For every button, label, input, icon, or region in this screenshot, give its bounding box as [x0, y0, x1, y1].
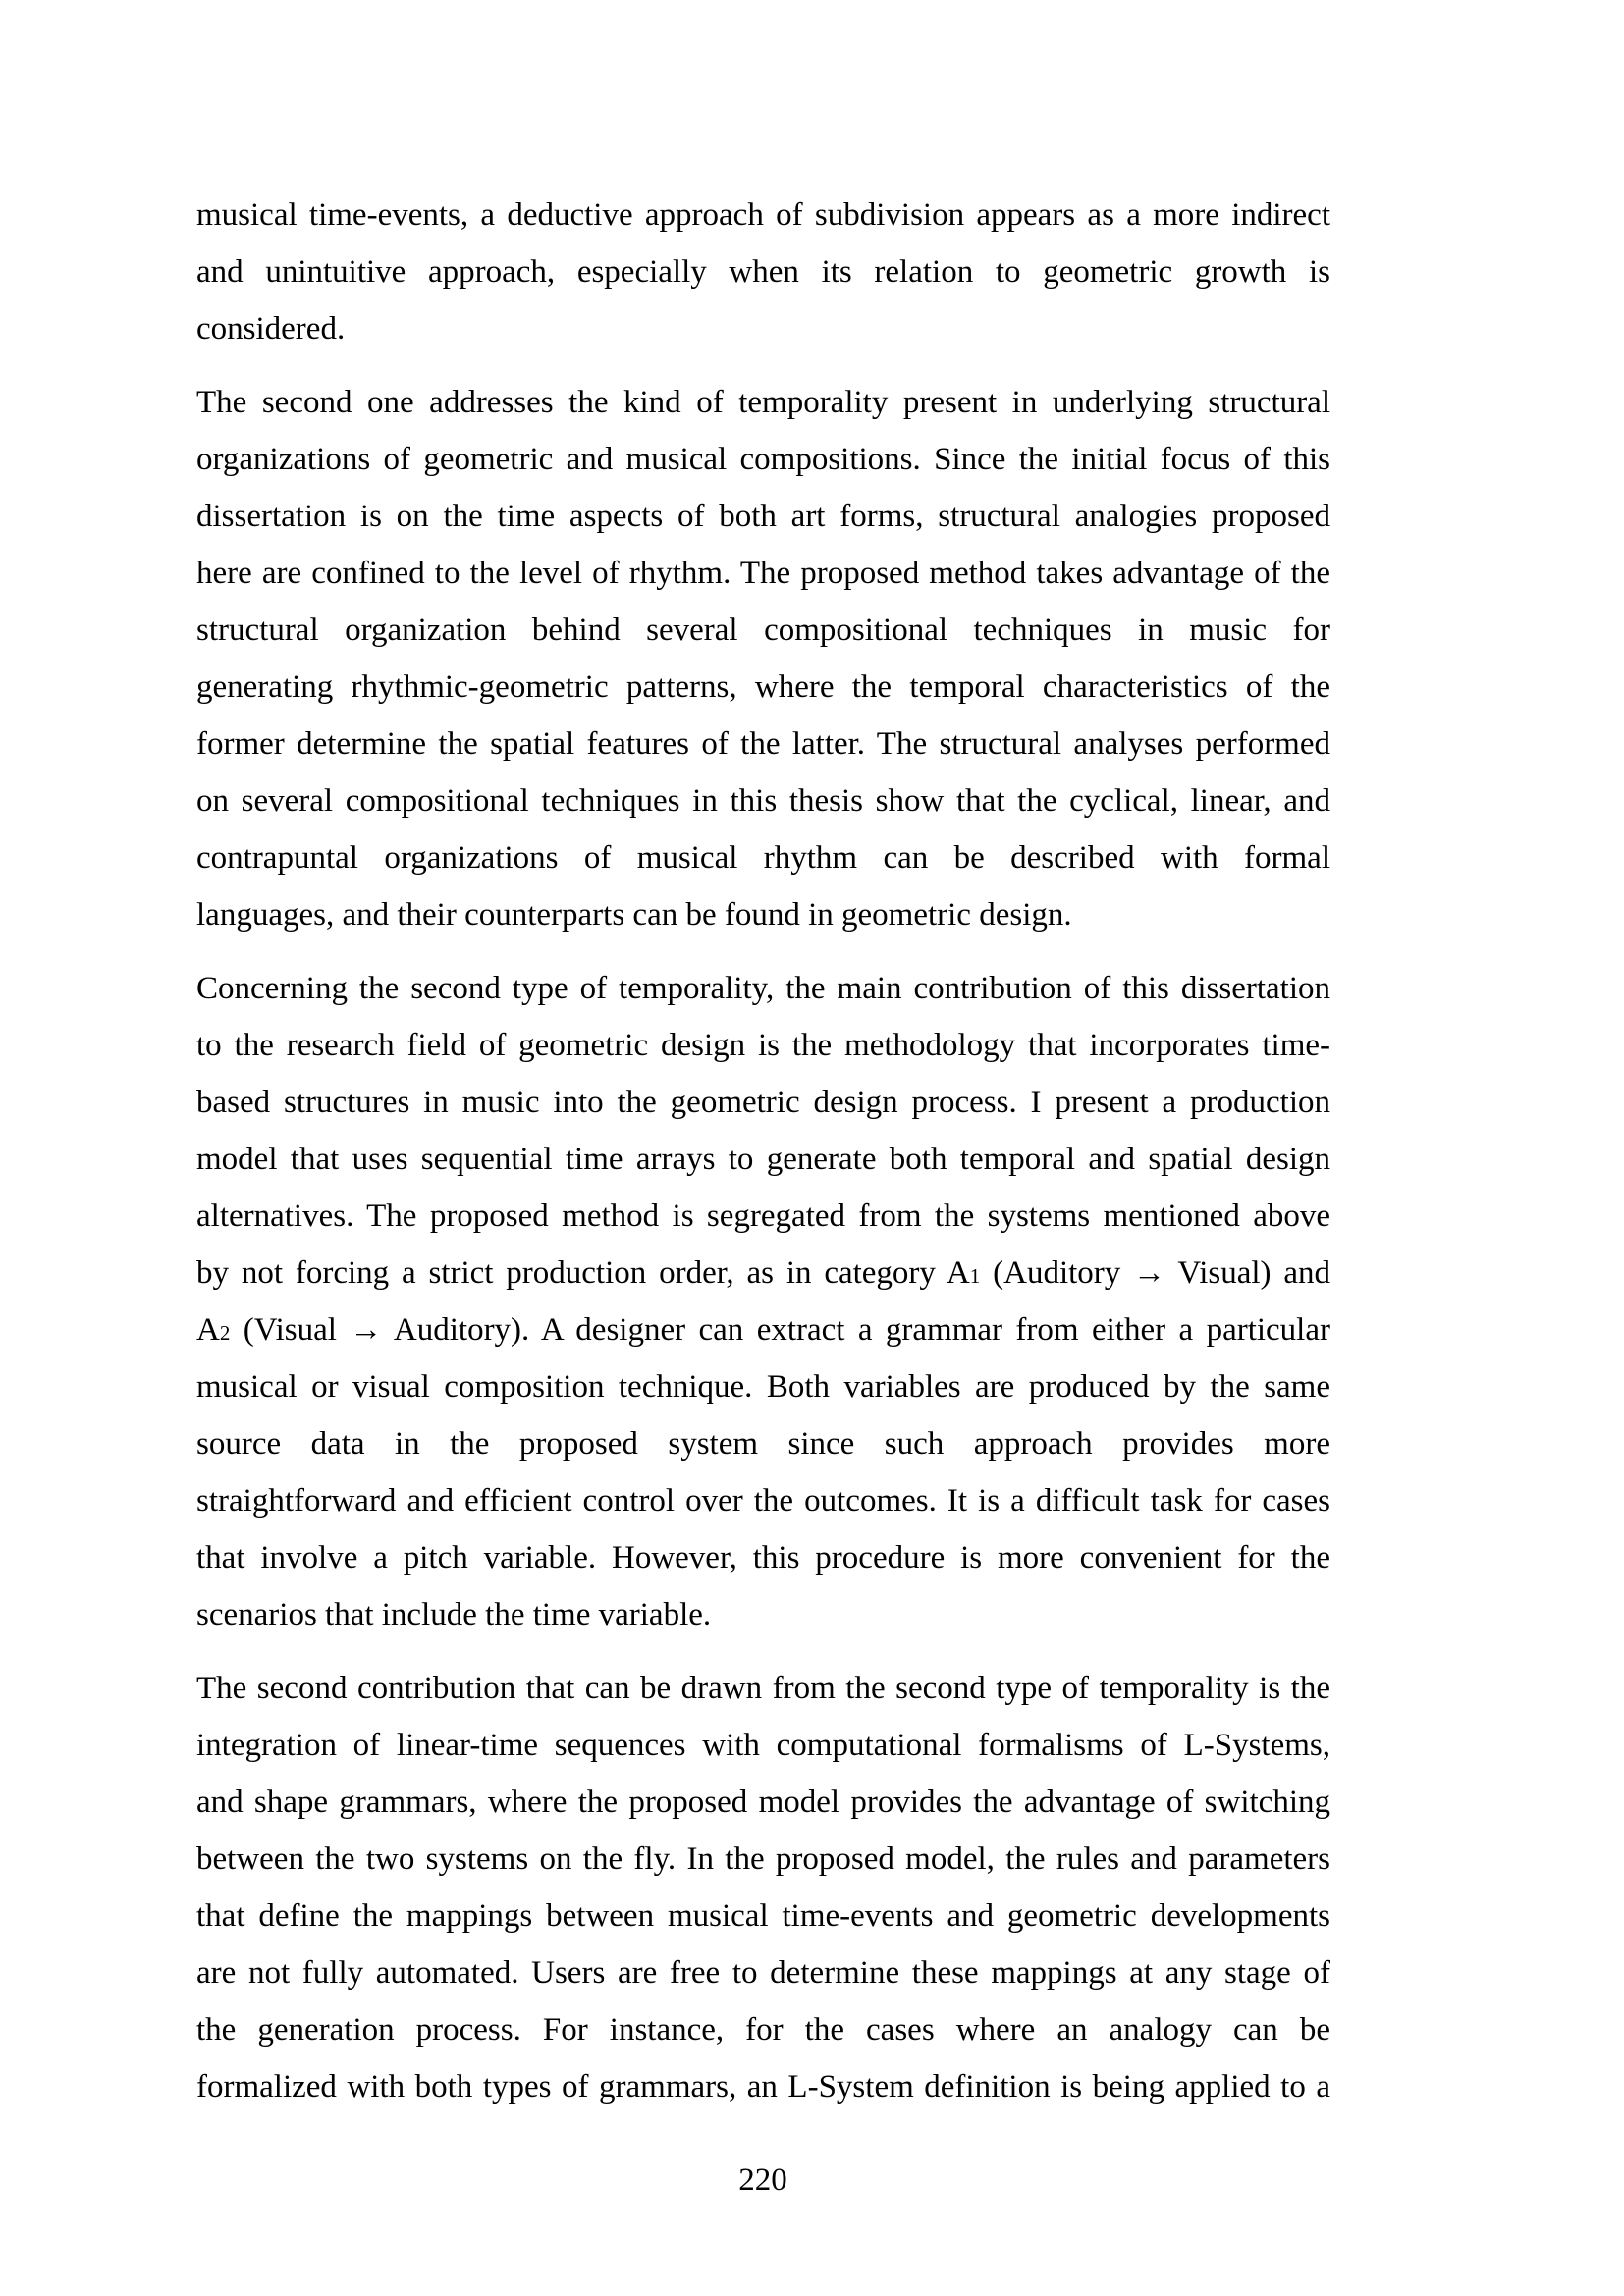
- text-line: alternatives. The proposed method is segregated from the systems mentioned above: [196, 1199, 1330, 1234]
- text-line: Concerning the second type of temporality, the main contribution of this dissertation: [196, 971, 1330, 1006]
- text-line: based structures in music into the geometric design process. I present a production: [196, 1085, 1330, 1120]
- text-line: structural organization behind several compositional techniques in music for: [196, 613, 1330, 648]
- text-line: between the two systems on the fly. In the proposed model, the rules and parameters: [196, 1842, 1330, 1877]
- text-line: languages, and their counterparts can be found in geometric design.: [196, 897, 1072, 933]
- text-segment: by not forcing a strict production order, as in category A: [196, 1255, 970, 1291]
- paragraph-2: [196, 374, 1330, 943]
- text-line: former determine the spatial features of the latter. The structural analyses performed: [196, 726, 1330, 762]
- text-line: musical or visual composition technique. Both variables are produced by the same: [196, 1369, 1330, 1405]
- text-line: contrapuntal organizations of musical rhythm can be described with formal: [196, 840, 1330, 876]
- text-line: that involve a pitch variable. However, this procedure is more convenient for the: [196, 1540, 1330, 1575]
- text-line: straightforward and efficient control over the outcomes. It is a difficult task for cases: [196, 1483, 1330, 1519]
- text-line: on several compositional techniques in this thesis show that the cyclical, linear, and: [196, 783, 1330, 819]
- text-line: that define the mappings between musical time-events and geometric developments: [196, 1898, 1330, 1934]
- text-line: formalized with both types of grammars, an L-System definition is being applied to a: [196, 2069, 1330, 2105]
- page-number: 220: [738, 2163, 787, 2198]
- text-line: here are confined to the level of rhythm. The proposed method takes advantage of the: [196, 556, 1330, 591]
- text-line: musical time-events, a deductive approach of subdivision appears as a more indirect: [196, 197, 1330, 233]
- text-line: source data in the proposed system since such approach provides more: [196, 1426, 1330, 1462]
- paragraph-3: [196, 960, 1330, 1643]
- paragraph-1: [196, 187, 1330, 357]
- text-line: The second contribution that can be drawn from the second type of temporality is the: [196, 1671, 1330, 1706]
- subscript-number: 2: [219, 1321, 231, 1345]
- text-line: and shape grammars, where the proposed model provides the advantage of switching: [196, 1785, 1330, 1820]
- text-line: integration of linear-time sequences with computational formalisms of L-Systems,: [196, 1728, 1330, 1763]
- text-segment: (Auditory → Visual) and: [980, 1255, 1330, 1291]
- paragraph-4: [196, 1660, 1330, 2115]
- text-line: to the research field of geometric design is the methodology that incorporates time-: [196, 1028, 1330, 1063]
- text-line: organizations of geometric and musical compositions. Since the initial focus of this: [196, 442, 1330, 477]
- text-segment: (Visual → Auditory). A designer can extract a grammar from either a particular: [230, 1312, 1330, 1348]
- document-body: [196, 187, 1330, 2132]
- text-line: considered.: [196, 311, 346, 347]
- text-line: model that uses sequential time arrays to generate both temporal and spatial design: [196, 1142, 1330, 1177]
- text-line-with-subscript: [196, 1245, 1330, 1302]
- text-line: generating rhythmic-geometric patterns, where the temporal characteristics of the: [196, 669, 1330, 705]
- text-segment: A: [196, 1312, 220, 1348]
- text-line: The second one addresses the kind of temporality present in underlying structural: [196, 385, 1330, 420]
- text-line: are not fully automated. Users are free to determine these mappings at any stage of: [196, 1955, 1330, 1991]
- text-line: the generation process. For instance, for the cases where an analogy can be: [196, 2012, 1330, 2048]
- text-line: scenarios that include the time variable.: [196, 1597, 712, 1632]
- text-line: dissertation is on the time aspects of both art forms, structural analogies proposed: [196, 499, 1330, 534]
- text-line-with-subscript: [196, 1302, 1330, 1359]
- subscript-number: 1: [969, 1264, 981, 1288]
- text-line: and unintuitive approach, especially when its relation to geometric growth is: [196, 254, 1330, 290]
